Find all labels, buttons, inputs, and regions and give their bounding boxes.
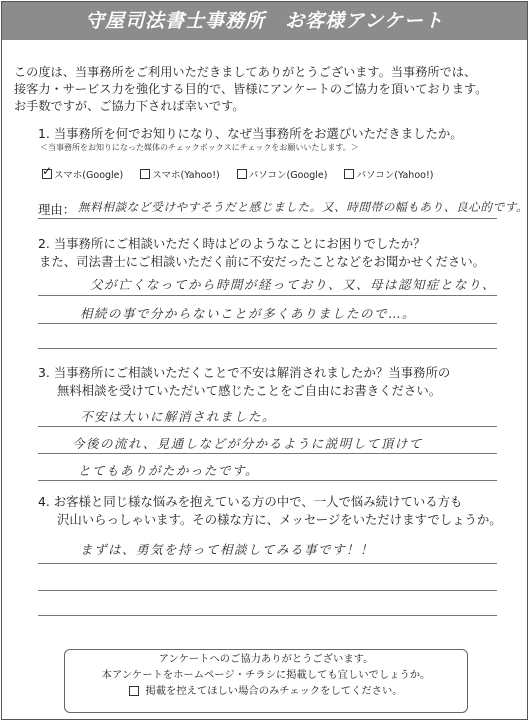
- question-4-line: 沢山いらっしゃいます。その様な方に、メッセージをいただけますでしょうか。: [57, 512, 502, 527]
- question-3: [38, 364, 450, 400]
- question-1: 1. 当事務所を何でお知りになり、なぜ当事務所をお選びいただきましたか。: [38, 126, 463, 141]
- answer-text: まずは、勇気を持って相談してみる事です！！: [80, 542, 375, 557]
- question-3-line: 無料相談を受けていただいて感じたことをご自由にお書きください。: [57, 383, 442, 398]
- reason-answer: 無料相談など受けやすそうだと感じました。又、時間帯の幅もあり、良心的です。: [78, 200, 529, 214]
- footer-thanks: アンケートへのご協力ありがとうございます。: [158, 653, 374, 665]
- question-2-line: 2. 当事務所にご相談いただく時はどのようなことにお困りでしたか？: [38, 236, 426, 251]
- answer-line: [38, 615, 497, 616]
- option-label: スマホ(Google): [54, 170, 124, 181]
- question-2: [38, 235, 485, 271]
- option-label: パソコン(Yahoo!): [356, 170, 434, 181]
- option-smartphone-google[interactable]: [42, 164, 124, 181]
- question-4-line: 4. お客様と同じ様な悩みを抱えている方の中で、一人で悩み続けている方も: [38, 494, 463, 509]
- answer-line: [38, 295, 497, 296]
- answer-text: とてもありがたかったです。: [78, 463, 260, 478]
- footer-box: [64, 649, 468, 713]
- media-options: [42, 164, 450, 181]
- option-pc-yahoo[interactable]: [344, 167, 433, 181]
- intro-line: お手数ですが、ご協力下されば幸いです。: [14, 99, 245, 113]
- page-title: 守屋司法書士事務所 お客様アンケート: [2, 2, 527, 40]
- option-label: パソコン(Google): [248, 170, 328, 181]
- checkbox[interactable]: [344, 169, 354, 179]
- answer-line: [38, 563, 497, 564]
- question-2-line: また、司法書士にご相談いただく前に不安だったことなどをお聞かせください。: [39, 254, 486, 269]
- answer-line: [38, 348, 497, 349]
- check-mark-icon: ✓: [42, 164, 53, 178]
- question-3-line: 3. 当事務所にご相談いただくことで不安は解消されましたか？当事務所の: [38, 365, 451, 380]
- footer-question: 本アンケートをホームページ・チラシに掲載しても宜しいでしょうか。: [101, 669, 431, 681]
- optout-label: 掲載を控えてほしい場合のみチェックをしてください。: [145, 685, 403, 697]
- intro-line: 接客力・サービス力を強化する目的で、皆様にアンケートのご協力を頂いております。: [14, 82, 488, 96]
- answer-text: 相続の事で分からないことが多くありましたので…。: [80, 306, 417, 321]
- answer-line: [38, 426, 497, 427]
- intro-line: この度は、当事務所をご利用いただきましてありがとうございます。当事務所では、: [14, 65, 477, 79]
- option-pc-google[interactable]: [237, 167, 328, 181]
- question-4: [38, 493, 502, 529]
- question-1-note: ＜当事務所をお知りになった媒体のチェックボックスにチェックをお願いいたします。＞: [40, 143, 359, 152]
- publish-optout[interactable]: [129, 683, 402, 699]
- checkbox-checked[interactable]: [42, 164, 53, 179]
- answer-text: 今後の流れ、見通しなどが分かるように説明して頂けて: [72, 436, 423, 451]
- checkbox[interactable]: [129, 686, 139, 696]
- option-label: スマホ(Yahoo!): [152, 170, 220, 181]
- answer-line: [38, 453, 497, 454]
- checkbox[interactable]: [140, 169, 150, 179]
- answer-text: 不安は大いに解消されました。: [80, 409, 277, 424]
- option-smartphone-yahoo[interactable]: [140, 167, 220, 181]
- answer-text: 父が亡くなってから時間が経っており、又、母は認知症となり、: [90, 277, 497, 292]
- answer-line: [38, 590, 497, 591]
- reason-label: 理由：: [38, 202, 76, 217]
- answer-line: [38, 323, 497, 324]
- checkbox[interactable]: [237, 169, 247, 179]
- answer-line: [38, 218, 497, 219]
- answer-line: [38, 480, 497, 481]
- survey-sheet: [1, 1, 528, 720]
- intro-text: [14, 64, 519, 115]
